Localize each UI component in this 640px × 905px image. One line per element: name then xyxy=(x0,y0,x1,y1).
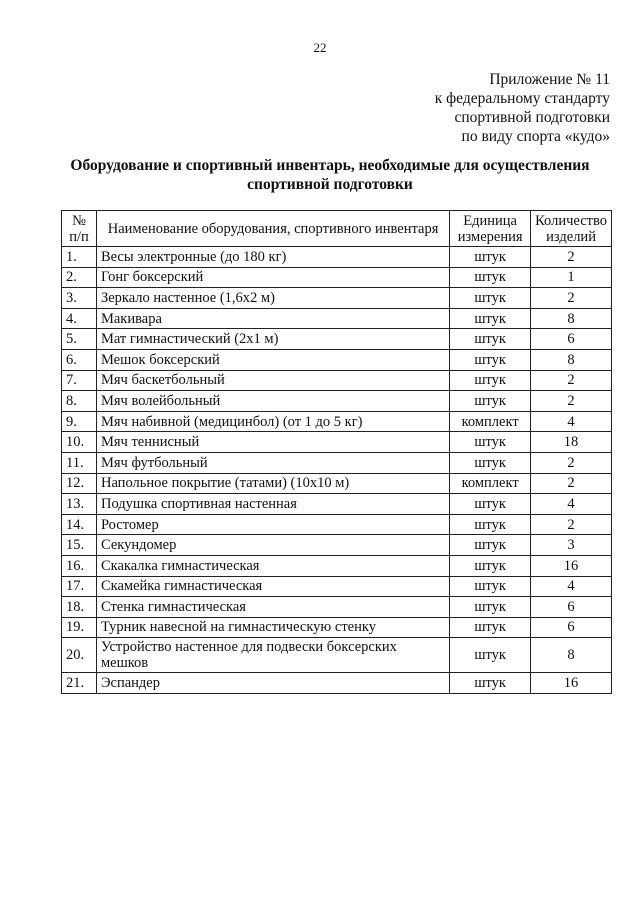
row-quantity: 6 xyxy=(531,617,612,638)
row-number: 19. xyxy=(62,617,97,638)
appendix-line: Приложение № 11 xyxy=(489,71,610,88)
row-number: 14. xyxy=(62,514,97,535)
table-row xyxy=(62,576,612,597)
row-unit: штук xyxy=(450,432,531,453)
row-item-name: Мат гимнастический (2х1 м) xyxy=(96,329,449,350)
row-quantity: 6 xyxy=(531,329,612,350)
row-number: 10. xyxy=(62,432,97,453)
row-number: 18. xyxy=(62,597,97,618)
table-row xyxy=(62,329,612,350)
appendix-header xyxy=(350,70,610,146)
table-header-row xyxy=(62,211,612,247)
row-quantity: 4 xyxy=(531,494,612,515)
row-item-name: Зеркало настенное (1,6х2 м) xyxy=(96,288,449,309)
appendix-line: к федеральному стандарту xyxy=(434,90,610,107)
row-unit: штук xyxy=(450,617,531,638)
table-row xyxy=(62,555,612,576)
row-number: 2. xyxy=(62,267,97,288)
table-body xyxy=(62,247,612,694)
row-quantity: 4 xyxy=(531,576,612,597)
row-number: 11. xyxy=(62,452,97,473)
row-item-name: Устройство настенное для подвески боксерских мешков xyxy=(96,638,449,673)
table-row xyxy=(62,432,612,453)
row-number: 6. xyxy=(62,349,97,370)
appendix-line: спортивной подготовки xyxy=(454,109,610,126)
table-row xyxy=(62,597,612,618)
row-number: 3. xyxy=(62,288,97,309)
row-quantity: 18 xyxy=(531,432,612,453)
header-qty: Количество изделий xyxy=(531,211,612,247)
row-quantity: 8 xyxy=(531,638,612,673)
table-row xyxy=(62,535,612,556)
row-unit: штук xyxy=(450,391,531,412)
row-quantity: 2 xyxy=(531,473,612,494)
row-item-name: Скамейка гимнастическая xyxy=(96,576,449,597)
row-number: 17. xyxy=(62,576,97,597)
header-unit: Единица измерения xyxy=(450,211,531,247)
row-quantity: 4 xyxy=(531,411,612,432)
table-row xyxy=(62,494,612,515)
row-number: 8. xyxy=(62,391,97,412)
row-unit: штук xyxy=(450,514,531,535)
row-unit: штук xyxy=(450,597,531,618)
row-number: 20. xyxy=(62,638,97,673)
row-number: 16. xyxy=(62,555,97,576)
row-number: 5. xyxy=(62,329,97,350)
row-unit: комплект xyxy=(450,411,531,432)
row-quantity: 8 xyxy=(531,308,612,329)
row-item-name: Мешок боксерский xyxy=(96,349,449,370)
table-row xyxy=(62,308,612,329)
row-quantity: 3 xyxy=(531,535,612,556)
row-number: 21. xyxy=(62,673,97,694)
title-line: Оборудование и спортивный инвентарь, необходимые для осуществления xyxy=(70,157,590,174)
row-number: 9. xyxy=(62,411,97,432)
row-number: 4. xyxy=(62,308,97,329)
table-row xyxy=(62,638,612,673)
row-item-name: Ростомер xyxy=(96,514,449,535)
row-quantity: 6 xyxy=(531,597,612,618)
row-unit: штук xyxy=(450,329,531,350)
row-unit: штук xyxy=(450,370,531,391)
row-quantity: 2 xyxy=(531,247,612,268)
row-unit: штук xyxy=(450,494,531,515)
row-item-name: Стенка гимнастическая xyxy=(96,597,449,618)
inventory-table xyxy=(61,210,612,694)
row-unit: штук xyxy=(450,288,531,309)
row-item-name: Напольное покрытие (татами) (10х10 м) xyxy=(96,473,449,494)
row-unit: штук xyxy=(450,247,531,268)
table-row xyxy=(62,673,612,694)
row-number: 7. xyxy=(62,370,97,391)
row-item-name: Секундомер xyxy=(96,535,449,556)
row-item-name: Подушка спортивная настенная xyxy=(96,494,449,515)
row-item-name: Скакалка гимнастическая xyxy=(96,555,449,576)
row-unit: штук xyxy=(450,308,531,329)
row-unit: штук xyxy=(450,267,531,288)
table-row xyxy=(62,288,612,309)
table-row xyxy=(62,247,612,268)
row-item-name: Макивара xyxy=(96,308,449,329)
table-row xyxy=(62,617,612,638)
appendix-line: по виду спорта «кудо» xyxy=(461,128,610,145)
row-item-name: Весы электронные (до 180 кг) xyxy=(96,247,449,268)
row-unit: штук xyxy=(450,535,531,556)
row-number: 13. xyxy=(62,494,97,515)
row-number: 15. xyxy=(62,535,97,556)
table-row xyxy=(62,267,612,288)
row-quantity: 16 xyxy=(531,555,612,576)
row-unit: штук xyxy=(450,576,531,597)
row-item-name: Мяч футбольный xyxy=(96,452,449,473)
row-item-name: Эспандер xyxy=(96,673,449,694)
row-quantity: 8 xyxy=(531,349,612,370)
page-number: 22 xyxy=(313,40,327,55)
row-item-name: Мяч баскетбольный xyxy=(96,370,449,391)
row-unit: штук xyxy=(450,555,531,576)
row-quantity: 2 xyxy=(531,514,612,535)
row-unit: штук xyxy=(450,452,531,473)
document-title xyxy=(60,156,600,194)
row-unit: штук xyxy=(450,638,531,673)
row-number: 12. xyxy=(62,473,97,494)
row-quantity: 2 xyxy=(531,288,612,309)
table-row xyxy=(62,473,612,494)
row-quantity: 2 xyxy=(531,370,612,391)
row-number: 1. xyxy=(62,247,97,268)
table-row xyxy=(62,349,612,370)
row-item-name: Гонг боксерский xyxy=(96,267,449,288)
row-unit: комплект xyxy=(450,473,531,494)
table-row xyxy=(62,370,612,391)
row-quantity: 2 xyxy=(531,452,612,473)
row-quantity: 1 xyxy=(531,267,612,288)
header-num: № п/п xyxy=(62,211,97,247)
table-row xyxy=(62,391,612,412)
row-unit: штук xyxy=(450,673,531,694)
row-item-name: Мяч набивной (медицинбол) (от 1 до 5 кг) xyxy=(96,411,449,432)
table-row xyxy=(62,411,612,432)
row-unit: штук xyxy=(450,349,531,370)
row-item-name: Турник навесной на гимнастическую стенку xyxy=(96,617,449,638)
row-item-name: Мяч волейбольный xyxy=(96,391,449,412)
header-name: Наименование оборудования, спортивного инвентаря xyxy=(96,211,449,247)
row-quantity: 2 xyxy=(531,391,612,412)
table-row xyxy=(62,452,612,473)
row-quantity: 16 xyxy=(531,673,612,694)
row-item-name: Мяч теннисный xyxy=(96,432,449,453)
table-row xyxy=(62,514,612,535)
title-line: спортивной подготовки xyxy=(247,176,413,193)
